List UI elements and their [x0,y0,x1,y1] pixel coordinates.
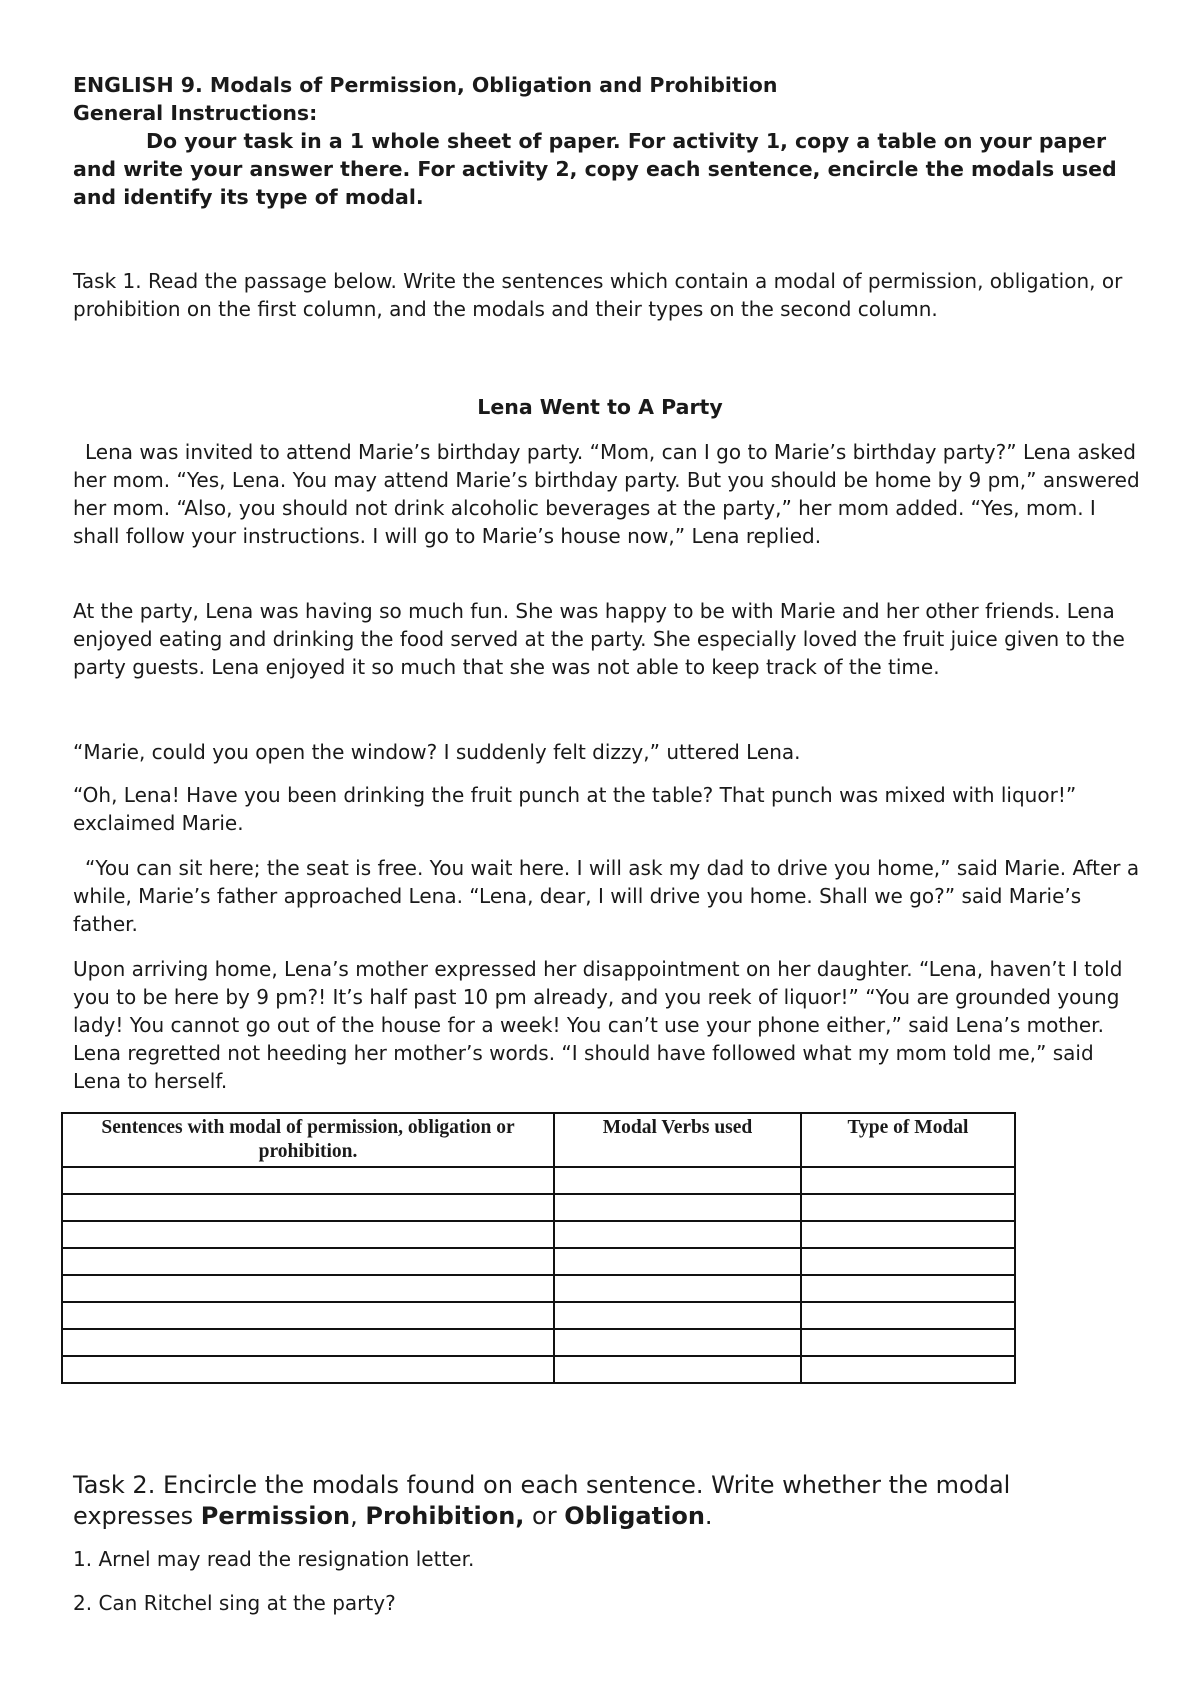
task2-suffix: . [704,1502,713,1530]
story-paragraph: “Marie, could you open the window? I suddenly felt dizzy,” uttered Lena. [73,740,801,764]
task1-instructions: Task 1. Read the passage below. Write the sentences which contain a modal of permission, obligation, or prohibition on the first column, and the modals and their types on the second column. [73,269,1123,321]
table-cell [801,1329,1015,1356]
table-cell [801,1248,1015,1275]
task2-item: 1. Arnel may read the resignation letter. [73,1547,475,1571]
task2-separator: , [350,1502,366,1530]
column-header-modal-verbs: Modal Verbs used [554,1113,801,1167]
table-row [62,1194,1015,1221]
instructions-text: Do your task in a 1 whole sheet of paper. For activity 1, copy a table on your paper and write your answer there. For activity 2, copy each sentence, encircle the modals used and identify its type of modal. [73,129,1117,209]
table-cell [801,1275,1015,1302]
table-row [62,1356,1015,1383]
table-cell [801,1356,1015,1383]
column-header-sentences: Sentences with modal of permission, obligation or prohibition. [62,1113,554,1167]
table-row [62,1329,1015,1356]
story-paragraph: Upon arriving home, Lena’s mother expressed her disappointment on her daughter. “Lena, haven’t I told you to be here by 9 pm?! It’s half past 10 pm already, and you reek of liquor!” “You are grounded young lady! You cannot go out of the house for a week! You can’t use your phone either,” said Lena’s mother. Lena regretted not heeding her mother’s words. “I should have followed what my mom told me,” said Lena to herself. [73,957,1123,1093]
table-cell [554,1221,801,1248]
table-cell [801,1302,1015,1329]
table-row [62,1275,1015,1302]
task2-prefix: Task 2. Encircle the modals found on each sentence. Write whether the modal expresses [73,1471,1011,1530]
story-paragraph: “Oh, Lena! Have you been drinking the fruit punch at the table? That punch was mixed with liquor!” exclaimed Marie. [73,783,1077,835]
task2-item: 2. Can Ritchel sing at the party? [73,1591,396,1615]
table-cell [554,1329,801,1356]
worksheet-header [73,71,1143,211]
table-cell [62,1302,554,1329]
table-row [62,1302,1015,1329]
term-permission: Permission [200,1502,351,1530]
table-row [62,1167,1015,1194]
task2-separator: or [524,1502,565,1530]
column-header-type-of-modal: Type of Modal [801,1113,1015,1167]
story-paragraph: “You can sit here; the seat is free. You wait here. I will ask my dad to drive you home,” said Marie. After a while, Marie’s father approached Lena. “Lena, dear, I will drive you home. Shall we go?” said Marie’s father. [73,856,1140,936]
table-cell [62,1248,554,1275]
table-cell [62,1221,554,1248]
table-cell [801,1221,1015,1248]
table-cell [62,1275,554,1302]
table-row [62,1221,1015,1248]
table-cell [554,1167,801,1194]
table-cell [554,1302,801,1329]
worksheet-title: ENGLISH 9. Modals of Permission, Obligation and Prohibition [73,73,778,97]
table-cell [801,1194,1015,1221]
instructions-label: General Instructions: [73,101,318,125]
table-row [62,1248,1015,1275]
table-cell [62,1194,554,1221]
task2-instructions [73,1470,1133,1532]
table-cell [801,1167,1015,1194]
answer-table [61,1112,1016,1384]
story-paragraph: Lena was invited to attend Marie’s birthday party. “Mom, can I go to Marie’s birthday party?” Lena asked her mom. “Yes, Lena. You may attend Marie’s birthday party. But you should be home by 9 pm,” answered her mom. “Also, you should not drink alcoholic beverages at the party,” her mom added. “Yes, mom. I shall follow your instructions. I will go to Marie’s house now,” Lena replied. [73,440,1140,548]
table-cell [62,1329,554,1356]
story-paragraph: At the party, Lena was having so much fun. She was happy to be with Marie and her other friends. Lena enjoyed eating and drinking the food served at the party. She especially loved the fruit juice given to the party guests. Lena enjoyed it so much that she was not able to keep track of the time. [73,599,1125,679]
table-cell [62,1167,554,1194]
term-obligation: Obligation [564,1502,705,1530]
table-cell [554,1248,801,1275]
table-cell [554,1356,801,1383]
table-cell [554,1194,801,1221]
term-prohibition: Prohibition, [365,1502,525,1530]
story-title: Lena Went to A Party [477,395,723,419]
table-cell [554,1275,801,1302]
answer-table-header-row [62,1113,1015,1167]
table-cell [62,1356,554,1383]
